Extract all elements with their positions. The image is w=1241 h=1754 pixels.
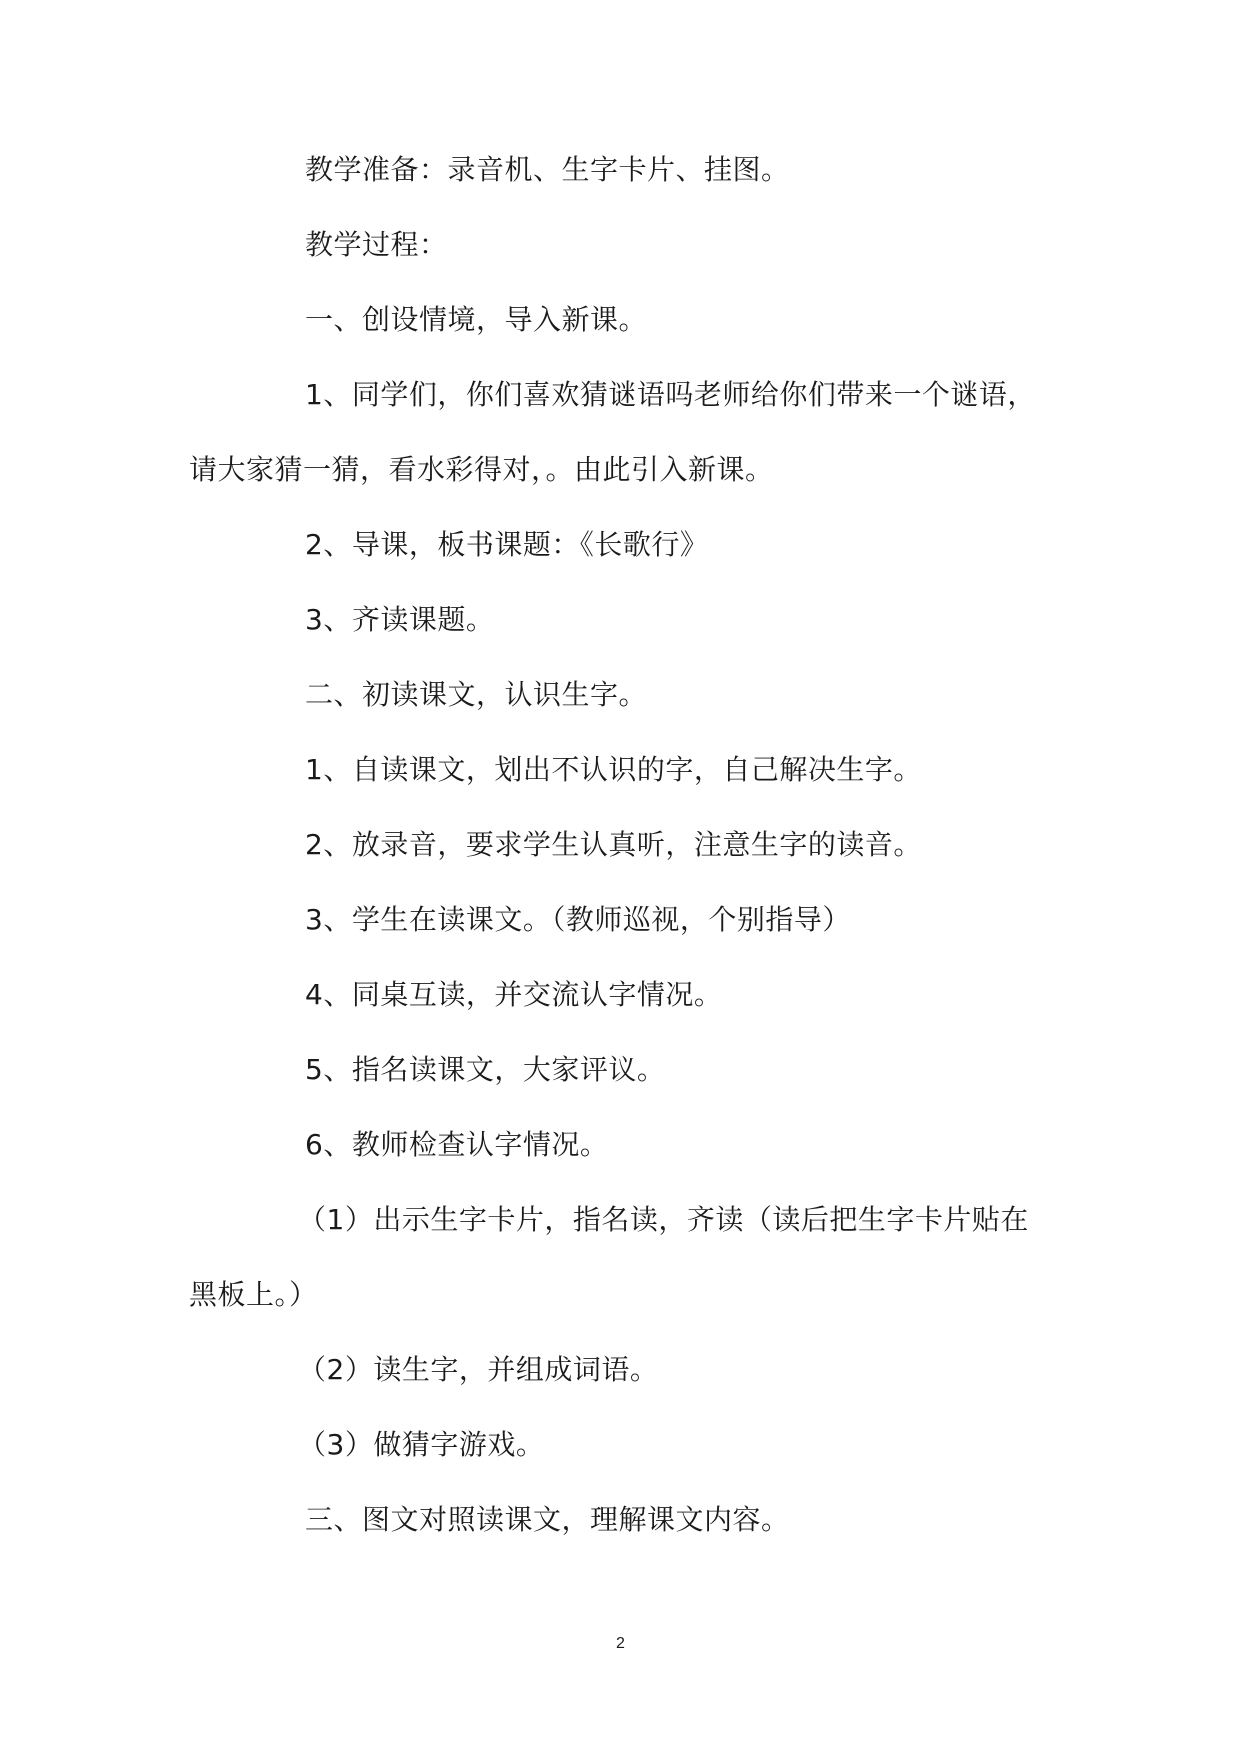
text-line-process-heading: 教学过程： <box>305 228 448 261</box>
text-line-preparation: 教学准备：录音机、生字卡片、挂图。 <box>305 153 790 186</box>
text-line-item-1-1: 1、同学们，你们喜欢猜谜语吗老师给你们带来一个谜语， <box>305 378 1036 411</box>
text-line-item-2-6: 6、教师检查认字情况。 <box>305 1128 609 1161</box>
text-line-subitem-1: （1）出示生字卡片，指名读，齐读（读后把生字卡片贴在 <box>298 1203 1029 1236</box>
text-line-subitem-3: （3）做猜字游戏。 <box>298 1428 545 1461</box>
section-heading-2: 二、初读课文，认识生字。 <box>305 678 648 711</box>
page-number: 2 <box>616 1635 625 1652</box>
text-line-item-2-5: 5、指名读课文，大家评议。 <box>305 1053 666 1086</box>
text-line-item-2-2: 2、放录音，要求学生认真听，注意生字的读音。 <box>305 828 922 861</box>
section-heading-3: 三、图文对照读课文，理解课文内容。 <box>305 1503 790 1536</box>
section-heading-1: 一、创设情境，导入新课。 <box>305 303 648 336</box>
text-line-item-1-3: 3、齐读课题。 <box>305 603 495 636</box>
text-line-item-1-1-cont: 请大家猜一猜，看水彩得对，。由此引入新课。 <box>189 453 774 486</box>
text-line-item-2-1: 1、自读课文，划出不认识的字，自己解决生字。 <box>305 753 922 786</box>
text-line-item-2-3: 3、学生在读课文。（教师巡视，个别指导） <box>305 903 851 936</box>
text-line-subitem-2: （2）读生字，并组成词语。 <box>298 1353 659 1386</box>
text-line-item-1-2: 2、导课，板书课题：《长歌行》 <box>305 528 709 561</box>
text-line-item-2-4: 4、同桌互读，并交流认字情况。 <box>305 978 723 1011</box>
text-line-subitem-1-cont: 黑板上。） <box>189 1278 318 1311</box>
